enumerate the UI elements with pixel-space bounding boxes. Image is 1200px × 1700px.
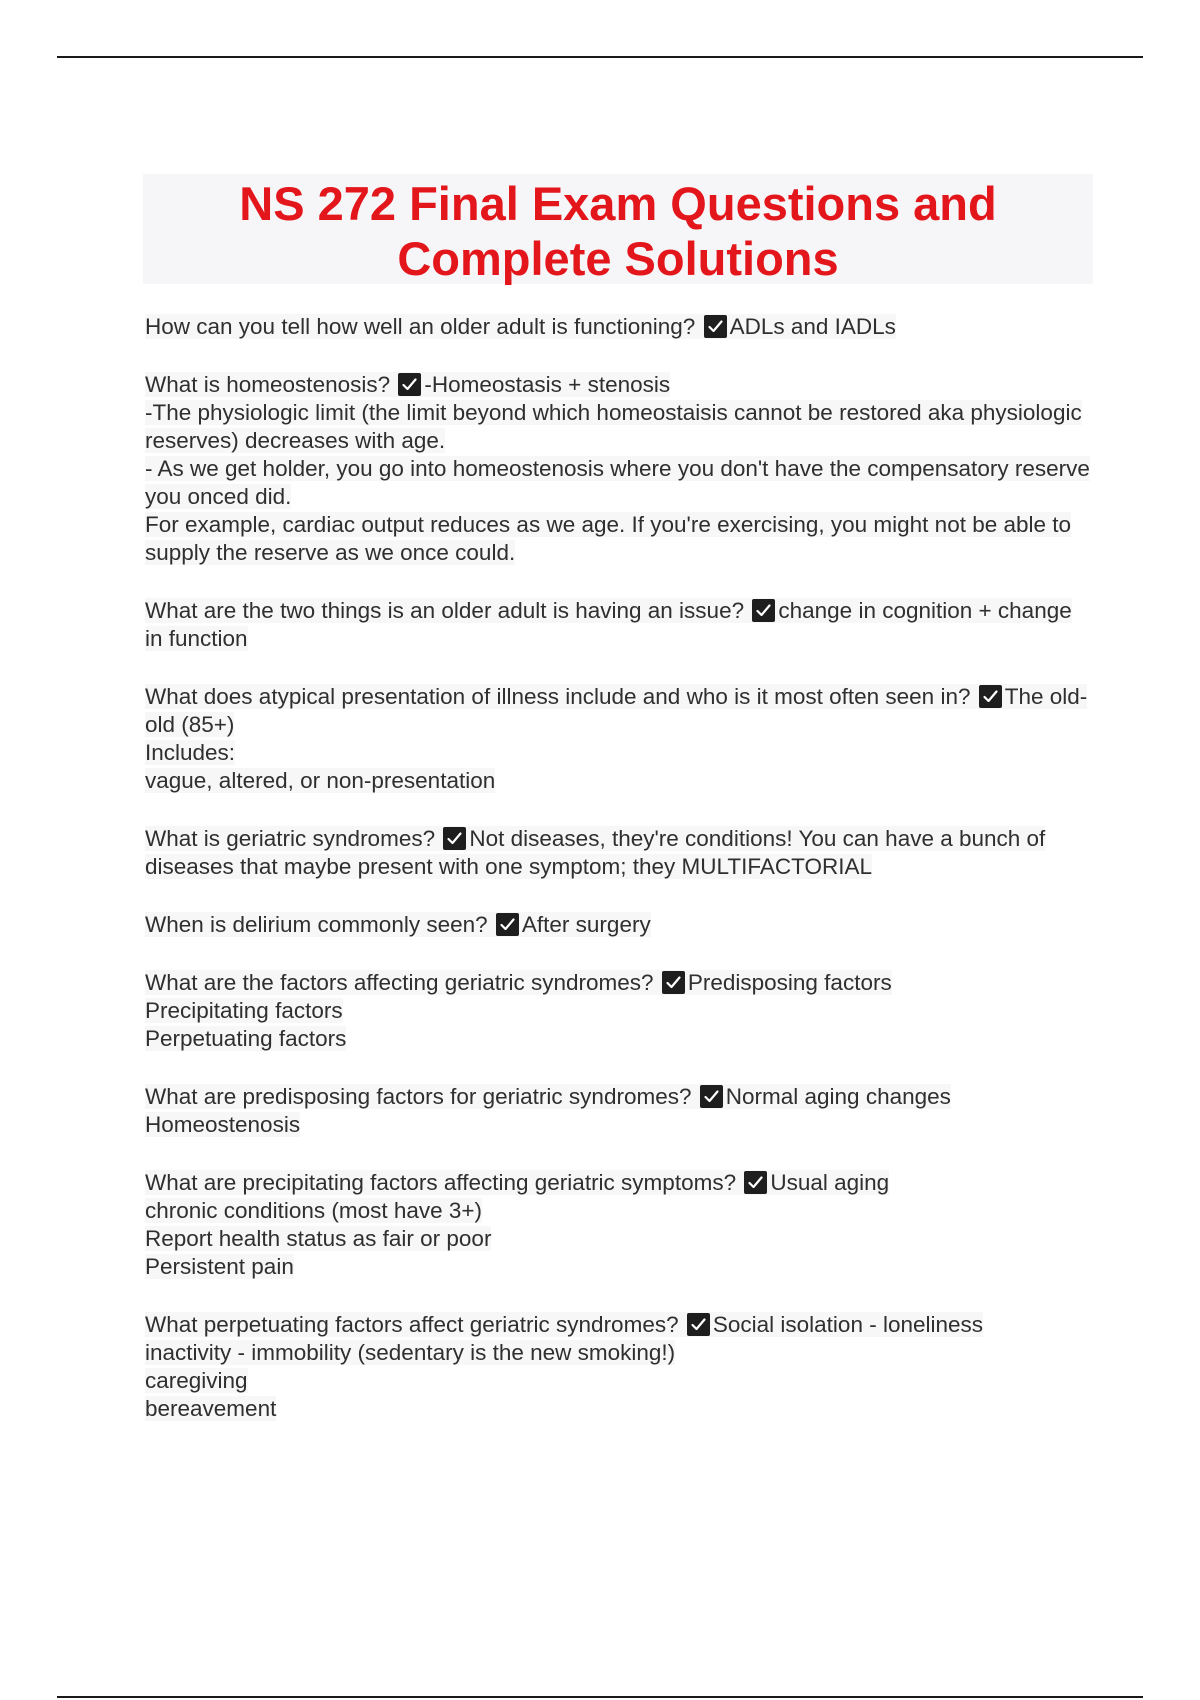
qa-line-highlight bbox=[145, 314, 896, 339]
title-line-1: NS 272 Final Exam Questions and bbox=[239, 177, 997, 230]
qa-item bbox=[145, 1311, 1095, 1423]
answer-line-text: Includes: bbox=[145, 740, 236, 765]
answer-line bbox=[145, 1339, 1095, 1367]
answer-text: ADLs and IADLs bbox=[729, 314, 896, 339]
checkmark-icon bbox=[496, 913, 519, 936]
question-text: What is geriatric syndromes? bbox=[145, 826, 436, 851]
answer-line-text: Perpetuating factors bbox=[145, 1026, 347, 1051]
answer-line bbox=[145, 1225, 1095, 1253]
qa-line-highlight bbox=[145, 1084, 951, 1109]
answer-line-text: chronic conditions (most have 3+) bbox=[145, 1198, 483, 1223]
title-banner bbox=[143, 174, 1093, 284]
qa-line-highlight bbox=[145, 912, 651, 937]
question-text: What does atypical presentation of illness include and who is it most often seen in? bbox=[145, 684, 971, 709]
question-text: What are precipitating factors affecting geriatric symptoms? bbox=[145, 1170, 737, 1195]
answer-line bbox=[145, 1395, 1095, 1423]
answer-line-text: bereavement bbox=[145, 1396, 277, 1421]
answer-line-text: inactivity - immobility (sedentary is the new smoking!) bbox=[145, 1340, 676, 1365]
answer-line-text: caregiving bbox=[145, 1368, 248, 1393]
answer-line bbox=[145, 1025, 1095, 1053]
qa-first-line bbox=[145, 1311, 1095, 1339]
answer-line bbox=[145, 997, 1095, 1025]
answer-line-text: - As we get holder, you go into homeostenosis where you don't have the compensatory reserve you onced did. bbox=[145, 456, 1090, 509]
answer-line bbox=[145, 1197, 1095, 1225]
question-text: When is delirium commonly seen? bbox=[145, 912, 488, 937]
top-divider bbox=[57, 56, 1143, 58]
qa-first-line bbox=[145, 969, 1095, 997]
checkmark-icon bbox=[443, 827, 466, 850]
qa-first-line bbox=[145, 1083, 1095, 1111]
qa-first-line bbox=[145, 371, 1095, 399]
answer-text: Not diseases, they're conditions! You can have a bunch of diseases that maybe present with one symptom; they MULTIFACTORIAL bbox=[145, 826, 1046, 879]
qa-line-highlight bbox=[145, 684, 1087, 737]
question-text: How can you tell how well an older adult is functioning? bbox=[145, 314, 696, 339]
qa-first-line bbox=[145, 683, 1095, 739]
qa-first-line bbox=[145, 911, 1095, 939]
question-text: What perpetuating factors affect geriatric syndromes? bbox=[145, 1312, 679, 1337]
qa-item bbox=[145, 683, 1095, 795]
question-text: What are the factors affecting geriatric syndromes? bbox=[145, 970, 654, 995]
answer-text: Normal aging changes bbox=[725, 1084, 951, 1109]
qa-item bbox=[145, 313, 1095, 341]
checkmark-icon bbox=[704, 315, 727, 338]
qa-item bbox=[145, 911, 1095, 939]
answer-text: change in cognition + change in function bbox=[145, 598, 1072, 651]
title-line-2: Complete Solutions bbox=[397, 232, 839, 285]
answer-line-text: Report health status as fair or poor bbox=[145, 1226, 492, 1251]
answer-line-text: For example, cardiac output reduces as we age. If you're exercising, you might not be able to supply the reserve as we once could. bbox=[145, 512, 1072, 565]
qa-line-highlight bbox=[145, 598, 1072, 651]
qa-line-highlight bbox=[145, 1170, 889, 1195]
qa-item bbox=[145, 825, 1095, 881]
qa-first-line bbox=[145, 825, 1095, 881]
qa-item bbox=[145, 371, 1095, 567]
answer-text: Social isolation - loneliness bbox=[712, 1312, 984, 1337]
checkmark-icon bbox=[398, 373, 421, 396]
qa-item bbox=[145, 597, 1095, 653]
question-text: What are the two things is an older adult is having an issue? bbox=[145, 598, 745, 623]
answer-text: The old-old (85+) bbox=[145, 684, 1088, 737]
document-title bbox=[143, 174, 1093, 286]
answer-line-text: -The physiologic limit (the limit beyond which homeostaisis cannot be restored aka physiologic reserves) decreases with age. bbox=[145, 400, 1082, 453]
answer-line-text: Homeostenosis bbox=[145, 1112, 301, 1137]
answer-text: Usual aging bbox=[770, 1170, 890, 1195]
answer-line bbox=[145, 1367, 1095, 1395]
answer-text: After surgery bbox=[521, 912, 651, 937]
qa-item bbox=[145, 1083, 1095, 1139]
checkmark-icon bbox=[687, 1313, 710, 1336]
checkmark-icon bbox=[744, 1171, 767, 1194]
answer-line bbox=[145, 455, 1095, 511]
qa-item bbox=[145, 969, 1095, 1053]
question-text: What is homeostenosis? bbox=[145, 372, 391, 397]
qa-item bbox=[145, 1169, 1095, 1281]
answer-line bbox=[145, 1111, 1095, 1139]
answer-line bbox=[145, 511, 1095, 567]
qa-line-highlight bbox=[145, 826, 1045, 879]
qa-list bbox=[145, 313, 1095, 1453]
checkmark-icon bbox=[662, 971, 685, 994]
checkmark-icon bbox=[979, 685, 1002, 708]
answer-text: Predisposing factors bbox=[687, 970, 892, 995]
qa-line-highlight bbox=[145, 372, 670, 397]
qa-line-highlight bbox=[145, 970, 892, 995]
qa-first-line bbox=[145, 597, 1095, 653]
bottom-divider bbox=[57, 1696, 1143, 1698]
answer-line bbox=[145, 767, 1095, 795]
answer-line-text: vague, altered, or non-presentation bbox=[145, 768, 496, 793]
answer-line bbox=[145, 739, 1095, 767]
answer-line-text: Precipitating factors bbox=[145, 998, 343, 1023]
checkmark-icon bbox=[700, 1085, 723, 1108]
qa-first-line bbox=[145, 313, 1095, 341]
question-text: What are predisposing factors for geriatric syndromes? bbox=[145, 1084, 692, 1109]
checkmark-icon bbox=[752, 599, 775, 622]
answer-line-text: Persistent pain bbox=[145, 1254, 294, 1279]
answer-line bbox=[145, 399, 1095, 455]
qa-first-line bbox=[145, 1169, 1095, 1197]
answer-text: -Homeostasis + stenosis bbox=[424, 372, 671, 397]
answer-line bbox=[145, 1253, 1095, 1281]
qa-line-highlight bbox=[145, 1312, 983, 1337]
